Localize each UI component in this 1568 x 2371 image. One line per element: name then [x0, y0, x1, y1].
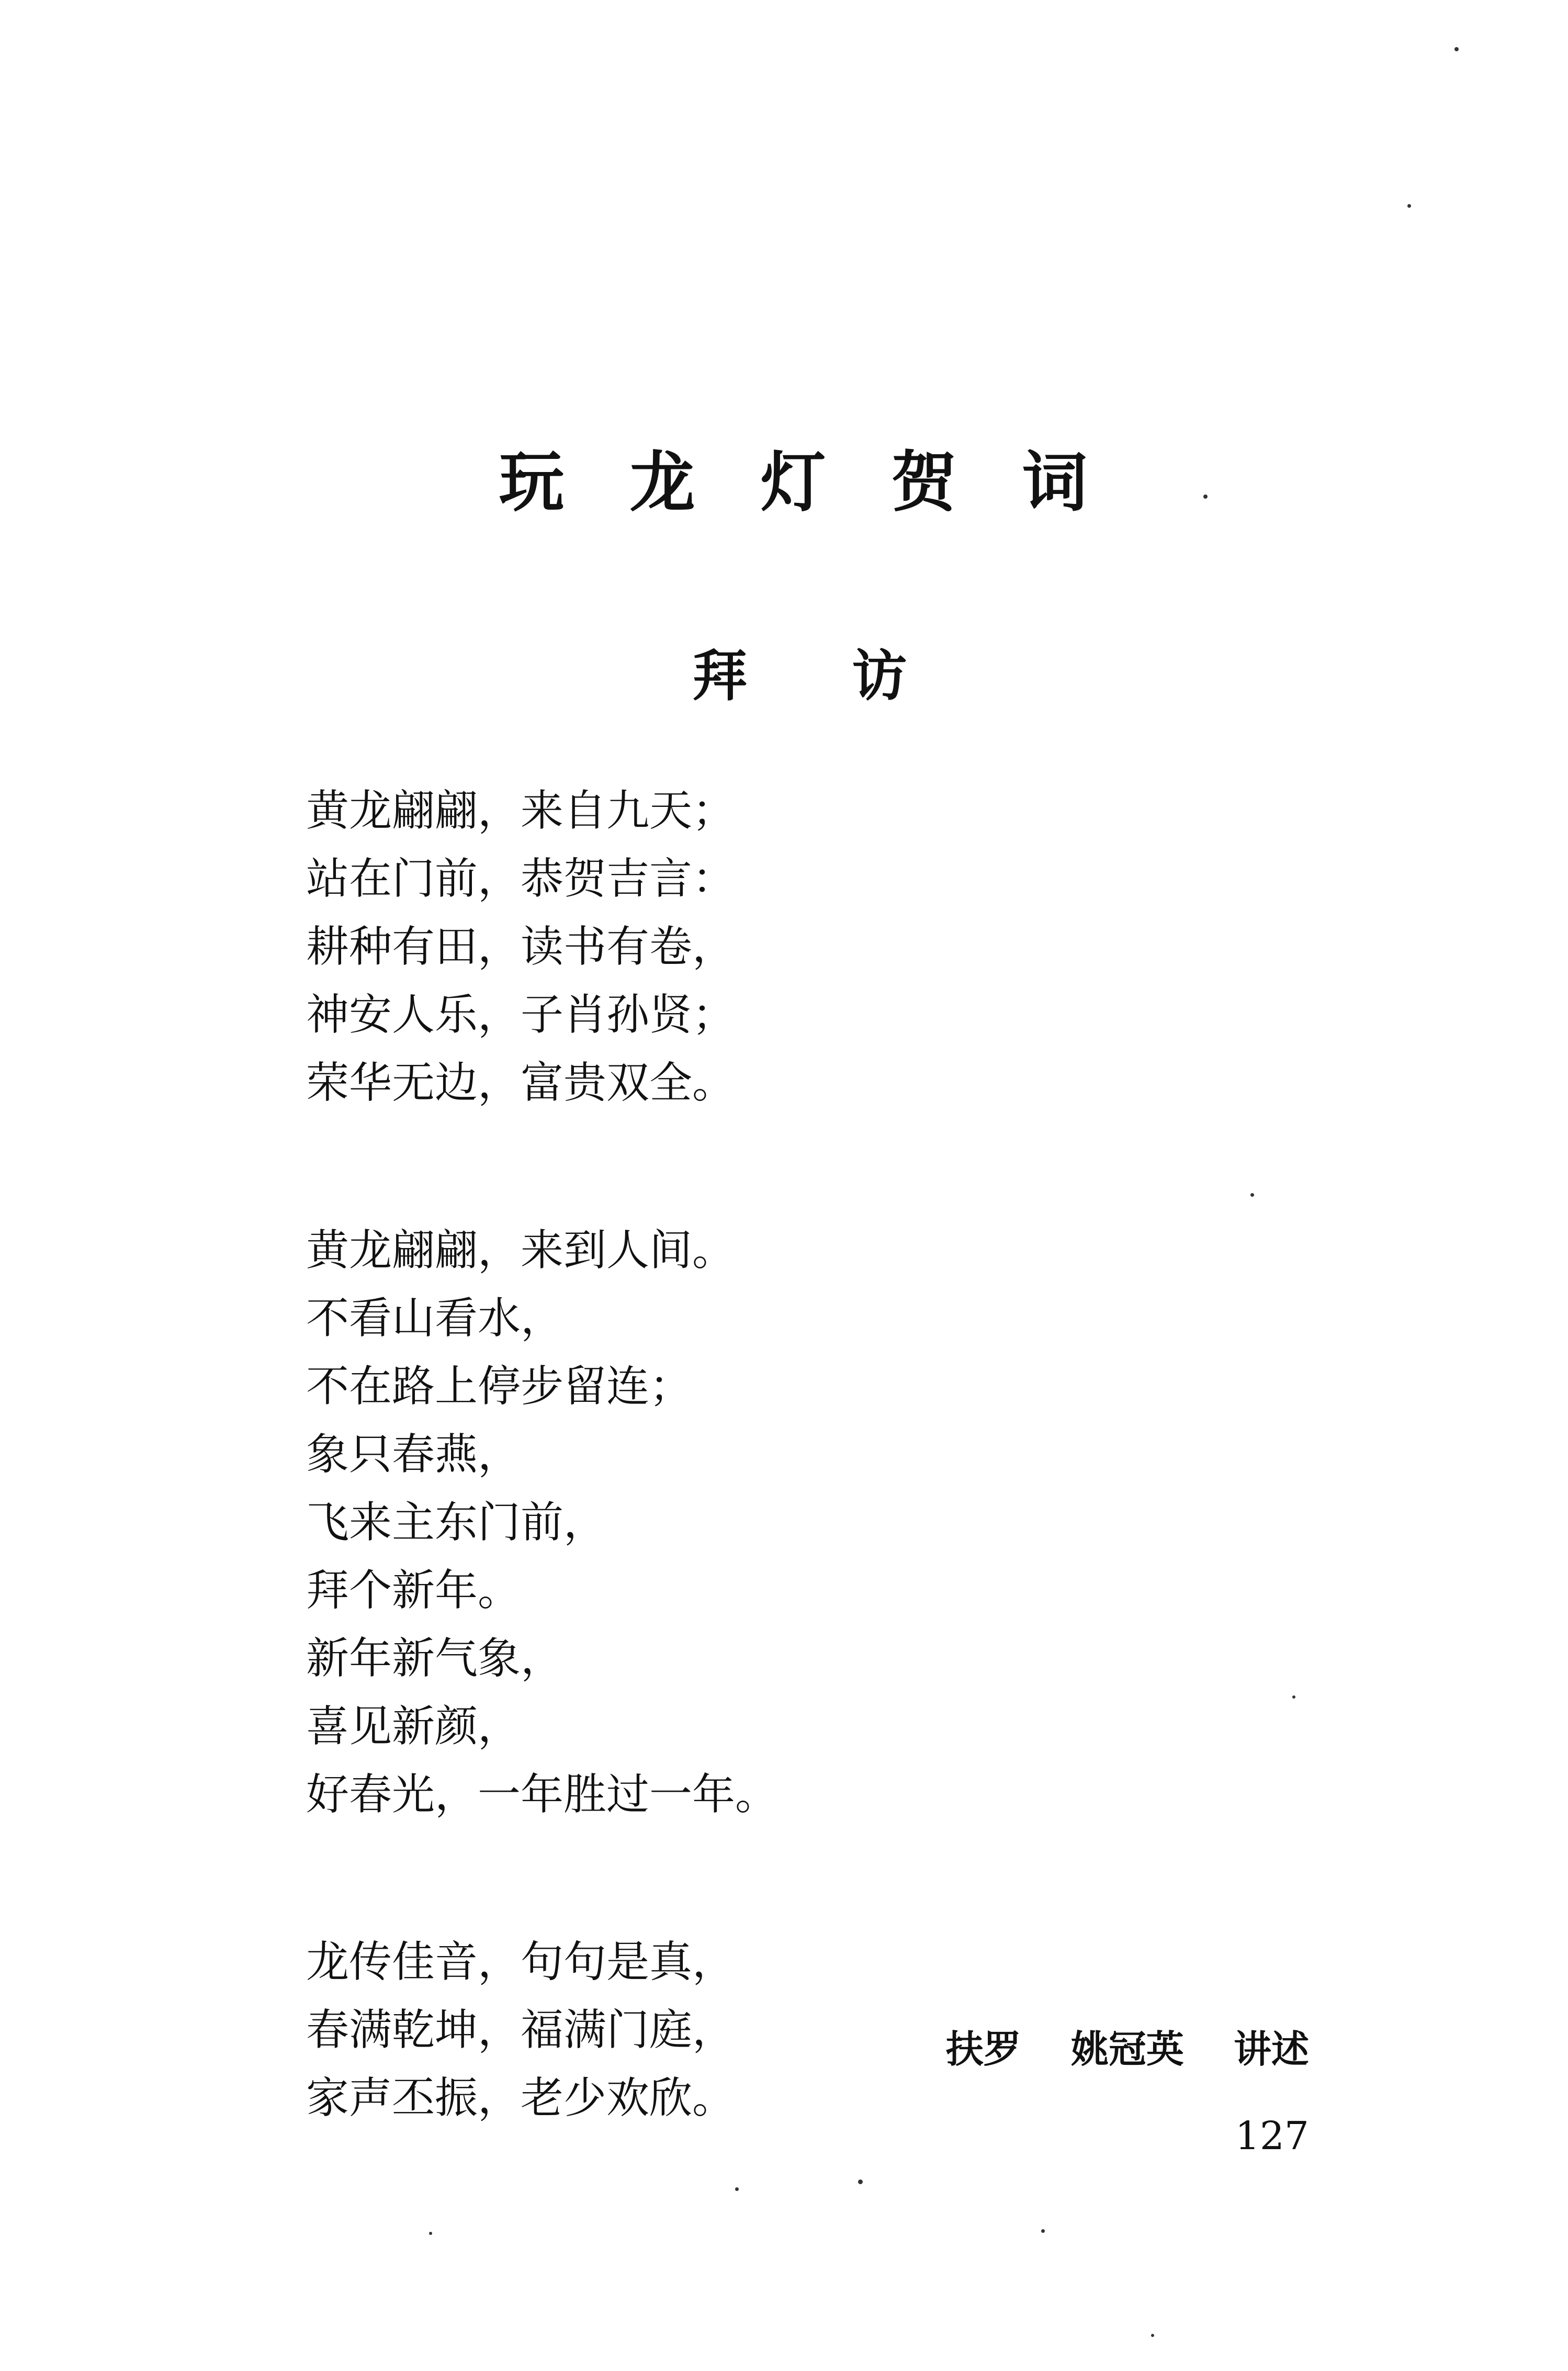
poem-body [306, 777, 1352, 2232]
poem-line: 不看山看水， [306, 1294, 564, 1343]
scan-speck [1407, 204, 1411, 208]
scan-speck [1203, 495, 1208, 499]
credit-narrator: 姚冠英 [1070, 2027, 1184, 2071]
scan-speck [1250, 1193, 1254, 1197]
poem-line: 喜见新颜， [306, 1702, 521, 1751]
scan-speck [1292, 1695, 1295, 1699]
poem-line: 黄龙翩翩，来自九天； [306, 786, 736, 836]
scan-speck [735, 2187, 739, 2191]
poem-line: 龙传佳音，句句是真， [306, 1937, 736, 1987]
poem-line: 荣华无边，富贵双全。 [306, 1058, 736, 1108]
poem-line: 新年新气象， [306, 1634, 564, 1683]
scan-speck [858, 2179, 863, 2184]
scan-speck [1041, 2229, 1045, 2233]
poem-line: 家声丕振，老少欢欣。 [306, 2073, 736, 2123]
poem-line: 神安人乐，子肖孙贤； [306, 990, 736, 1040]
narrator-credit [909, 2027, 1309, 2071]
poem-line: 不在路上停步留连； [306, 1362, 693, 1411]
poem-line: 站在门前，恭贺吉言： [306, 854, 736, 904]
scan-speck [1454, 47, 1459, 51]
credit-place: 扶罗 [945, 2027, 1021, 2071]
scan-speck [1151, 2334, 1154, 2337]
poem-line: 好春光，一年胜过一年。 [306, 1770, 779, 1819]
section-title: 拜访 [692, 644, 1012, 708]
poem-line: 飞来主东门前， [306, 1498, 607, 1547]
poem-line: 黄龙翩翩，来到人间。 [306, 1226, 736, 1275]
scan-speck [429, 2232, 432, 2235]
stanza-1 [306, 777, 1352, 1117]
credit-role: 讲述 [1233, 2027, 1309, 2071]
poem-line: 耕种有田，读书有卷， [306, 922, 736, 972]
stanza-2 [306, 1217, 1352, 1829]
poem-line: 拜个新年。 [306, 1566, 521, 1615]
poem-line: 象只春燕， [306, 1430, 521, 1479]
page-title: 玩龙灯贺词 [499, 445, 1153, 521]
page-number: 127 [1235, 2114, 1309, 2159]
poem-line: 春满乾坤，福满门庭， [306, 2005, 736, 2055]
